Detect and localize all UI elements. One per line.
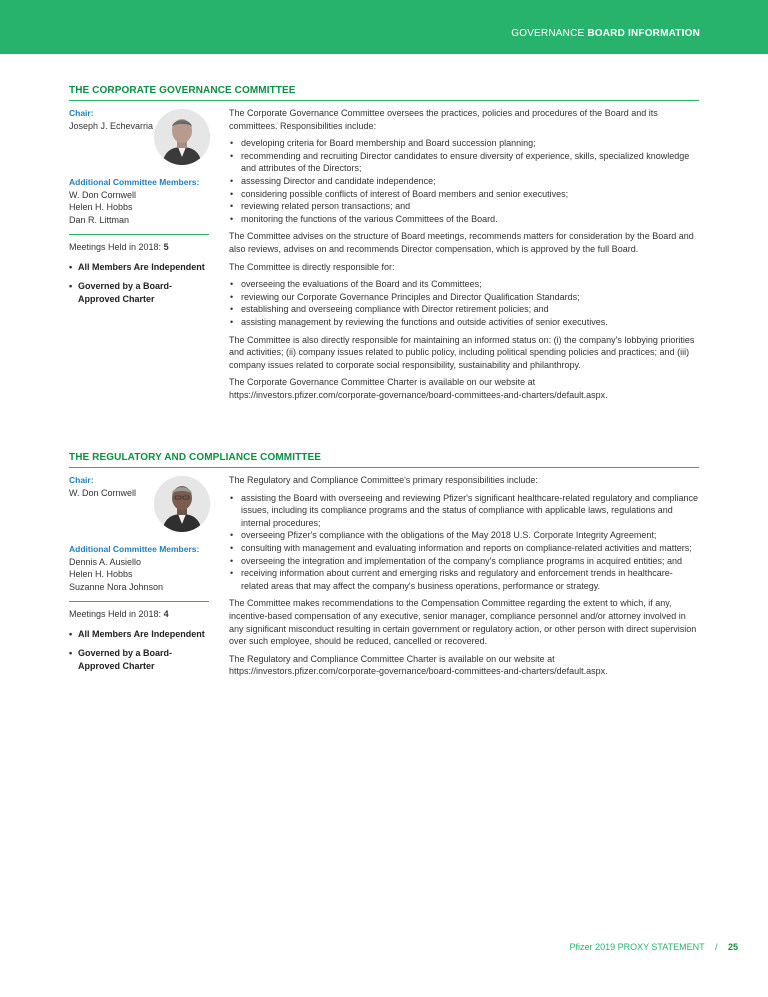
feature-charter: • Governed by a Board-Approved Charter xyxy=(69,280,190,305)
list-item: • monitoring the functions of the various Committees of the Board. xyxy=(229,213,699,226)
feature-independent: • All Members Are Independent xyxy=(69,261,209,274)
feature-independent: • All Members Are Independent xyxy=(69,628,209,641)
header-section: GOVERNANCE xyxy=(511,28,585,39)
list-item: • reviewing our Corporate Governance Principles and Director Qualification Standards; xyxy=(229,291,699,304)
committee-regulatory-compliance xyxy=(69,452,699,677)
header-subsection: BOARD INFORMATION xyxy=(587,28,700,39)
member-name: Dan R. Littman xyxy=(69,214,130,225)
list-item: • assessing Director and candidate independence; xyxy=(229,175,699,188)
page-number: 25 xyxy=(727,942,738,952)
charter-paragraph xyxy=(229,653,699,678)
list-item: • recommending and recruiting Director candidates to ensure diversity of experience, skills, specialized knowledge and attributes of the Directors; xyxy=(229,150,699,175)
list-item: • developing criteria for Board membership and Board succession planning; xyxy=(229,137,699,150)
intro-paragraph: The Corporate Governance Committee oversees the practices, policies and procedures of the Board and its committees. Responsibilities include: xyxy=(229,108,658,131)
committee-title: THE CORPORATE GOVERNANCE COMMITTEE xyxy=(69,85,699,101)
footer-separator: / xyxy=(714,942,718,952)
committee-corporate-governance xyxy=(69,85,699,400)
list-item: • consulting with management and evaluating information and reports on compliance-related activities and matters; xyxy=(229,542,699,555)
member-name: Helen H. Hobbs xyxy=(69,202,133,212)
direct-responsibilities-list xyxy=(229,278,699,328)
meetings-label: Meetings Held in 2018: xyxy=(69,242,162,252)
list-item: • receiving information about current and emerging risks and regulatory and enforcement trends in healthcare-related areas that may affect the company's business operations, performance or strategy. xyxy=(229,567,699,592)
sidebar-divider xyxy=(69,601,209,602)
meetings-count: 4 xyxy=(163,609,169,619)
header-banner xyxy=(0,0,768,54)
member-name: Dennis A. Ausiello xyxy=(69,556,142,567)
responsibilities-list xyxy=(229,492,699,593)
chair-label: Chair: xyxy=(69,108,94,118)
meetings-count: 5 xyxy=(163,242,169,252)
committee-body xyxy=(229,474,699,683)
list-item: • overseeing Pfizer's compliance with the obligations of the May 2018 U.S. Corporate Integrity Agreement; xyxy=(229,529,699,542)
chair-name: Joseph J. Echevarria xyxy=(69,120,154,131)
chair-label: Chair: xyxy=(69,475,94,485)
charter-text: The Regulatory and Compliance Committee Charter is available on our website at xyxy=(229,653,555,664)
feature-charter: • Governed by a Board-Approved Charter xyxy=(69,647,190,672)
charter-paragraph xyxy=(229,376,699,401)
charter-link[interactable]: https://investors.pfizer.com/corporate-governance/board-committees-and-charters/default.aspx. xyxy=(229,389,608,400)
member-name: Helen H. Hobbs xyxy=(69,569,133,579)
body-paragraph: The Committee is directly responsible for: xyxy=(229,261,395,272)
chair-portrait xyxy=(154,109,210,165)
member-name: W. Don Cornwell xyxy=(69,189,137,200)
chair-name: W. Don Cornwell xyxy=(69,487,137,498)
body-paragraph: The Committee makes recommendations to the Compensation Committee regarding the extent to which, if any, incentive-based compensation of any executive, senior manager, compliance personnel and/or attorney involved in any significant misconduct resulting in certain government or regulatory action, or other person with direct supervision over such employee, should be reduced, cancelled or recovered. xyxy=(229,598,697,647)
members-label: Additional Committee Members: xyxy=(69,177,200,187)
intro-paragraph: The Regulatory and Compliance Committee's primary responsibilities include: xyxy=(229,475,538,485)
footer-document: 2019 PROXY STATEMENT xyxy=(595,942,705,952)
members-label: Additional Committee Members: xyxy=(69,544,200,554)
footer-company: Pfizer xyxy=(569,942,593,952)
list-item: • assisting the Board with overseeing and reviewing Pfizer's significant healthcare-related regulatory and compliance issues, including its compliance programs and the status of compliance with applicable laws, regulations and internal procedures; xyxy=(229,492,699,530)
committee-title: THE REGULATORY AND COMPLIANCE COMMITTEE xyxy=(69,452,699,468)
list-item: • overseeing the evaluations of the Board and its Committees; xyxy=(229,278,699,291)
body-paragraph: The Committee is also directly responsible for maintaining an informed status on: (i) the company's lobbying priorities and activities; (ii) company issues related to public policy, including political spending policies and practices; and (iii) company issues related to corporate social responsibility, sustainability and philanthropy. xyxy=(229,334,695,370)
meetings-held xyxy=(69,241,209,254)
meetings-held xyxy=(69,608,209,621)
body-paragraph: The Committee advises on the structure of Board meetings, recommends matters for consideration by the Board and also reviews, advises on and recommends Director compensation, which is approved by the full Board. xyxy=(229,231,694,254)
list-item: • considering possible conflicts of interest of Board members and senior executives; xyxy=(229,188,699,201)
list-item: • overseeing the integration and implementation of the company's compliance programs in acquired entities; and xyxy=(229,555,699,568)
meetings-label: Meetings Held in 2018: xyxy=(69,609,162,619)
sidebar-divider xyxy=(69,234,209,235)
charter-link[interactable]: https://investors.pfizer.com/corporate-governance/board-committees-and-charters/default.aspx. xyxy=(229,666,608,677)
responsibilities-list xyxy=(229,137,699,225)
header-breadcrumb xyxy=(511,28,700,39)
charter-text: The Corporate Governance Committee Charter is available on our website at xyxy=(229,377,536,388)
list-item: • assisting management by reviewing the functions and outside activities of senior executives. xyxy=(229,316,699,329)
list-item: • reviewing related person transactions; and xyxy=(229,200,699,213)
committee-body xyxy=(229,107,699,406)
list-item: • establishing and overseeing compliance with Director retirement policies; and xyxy=(229,303,699,316)
chair-portrait xyxy=(154,476,210,532)
page-footer xyxy=(570,942,738,952)
member-name: Suzanne Nora Johnson xyxy=(69,581,164,592)
